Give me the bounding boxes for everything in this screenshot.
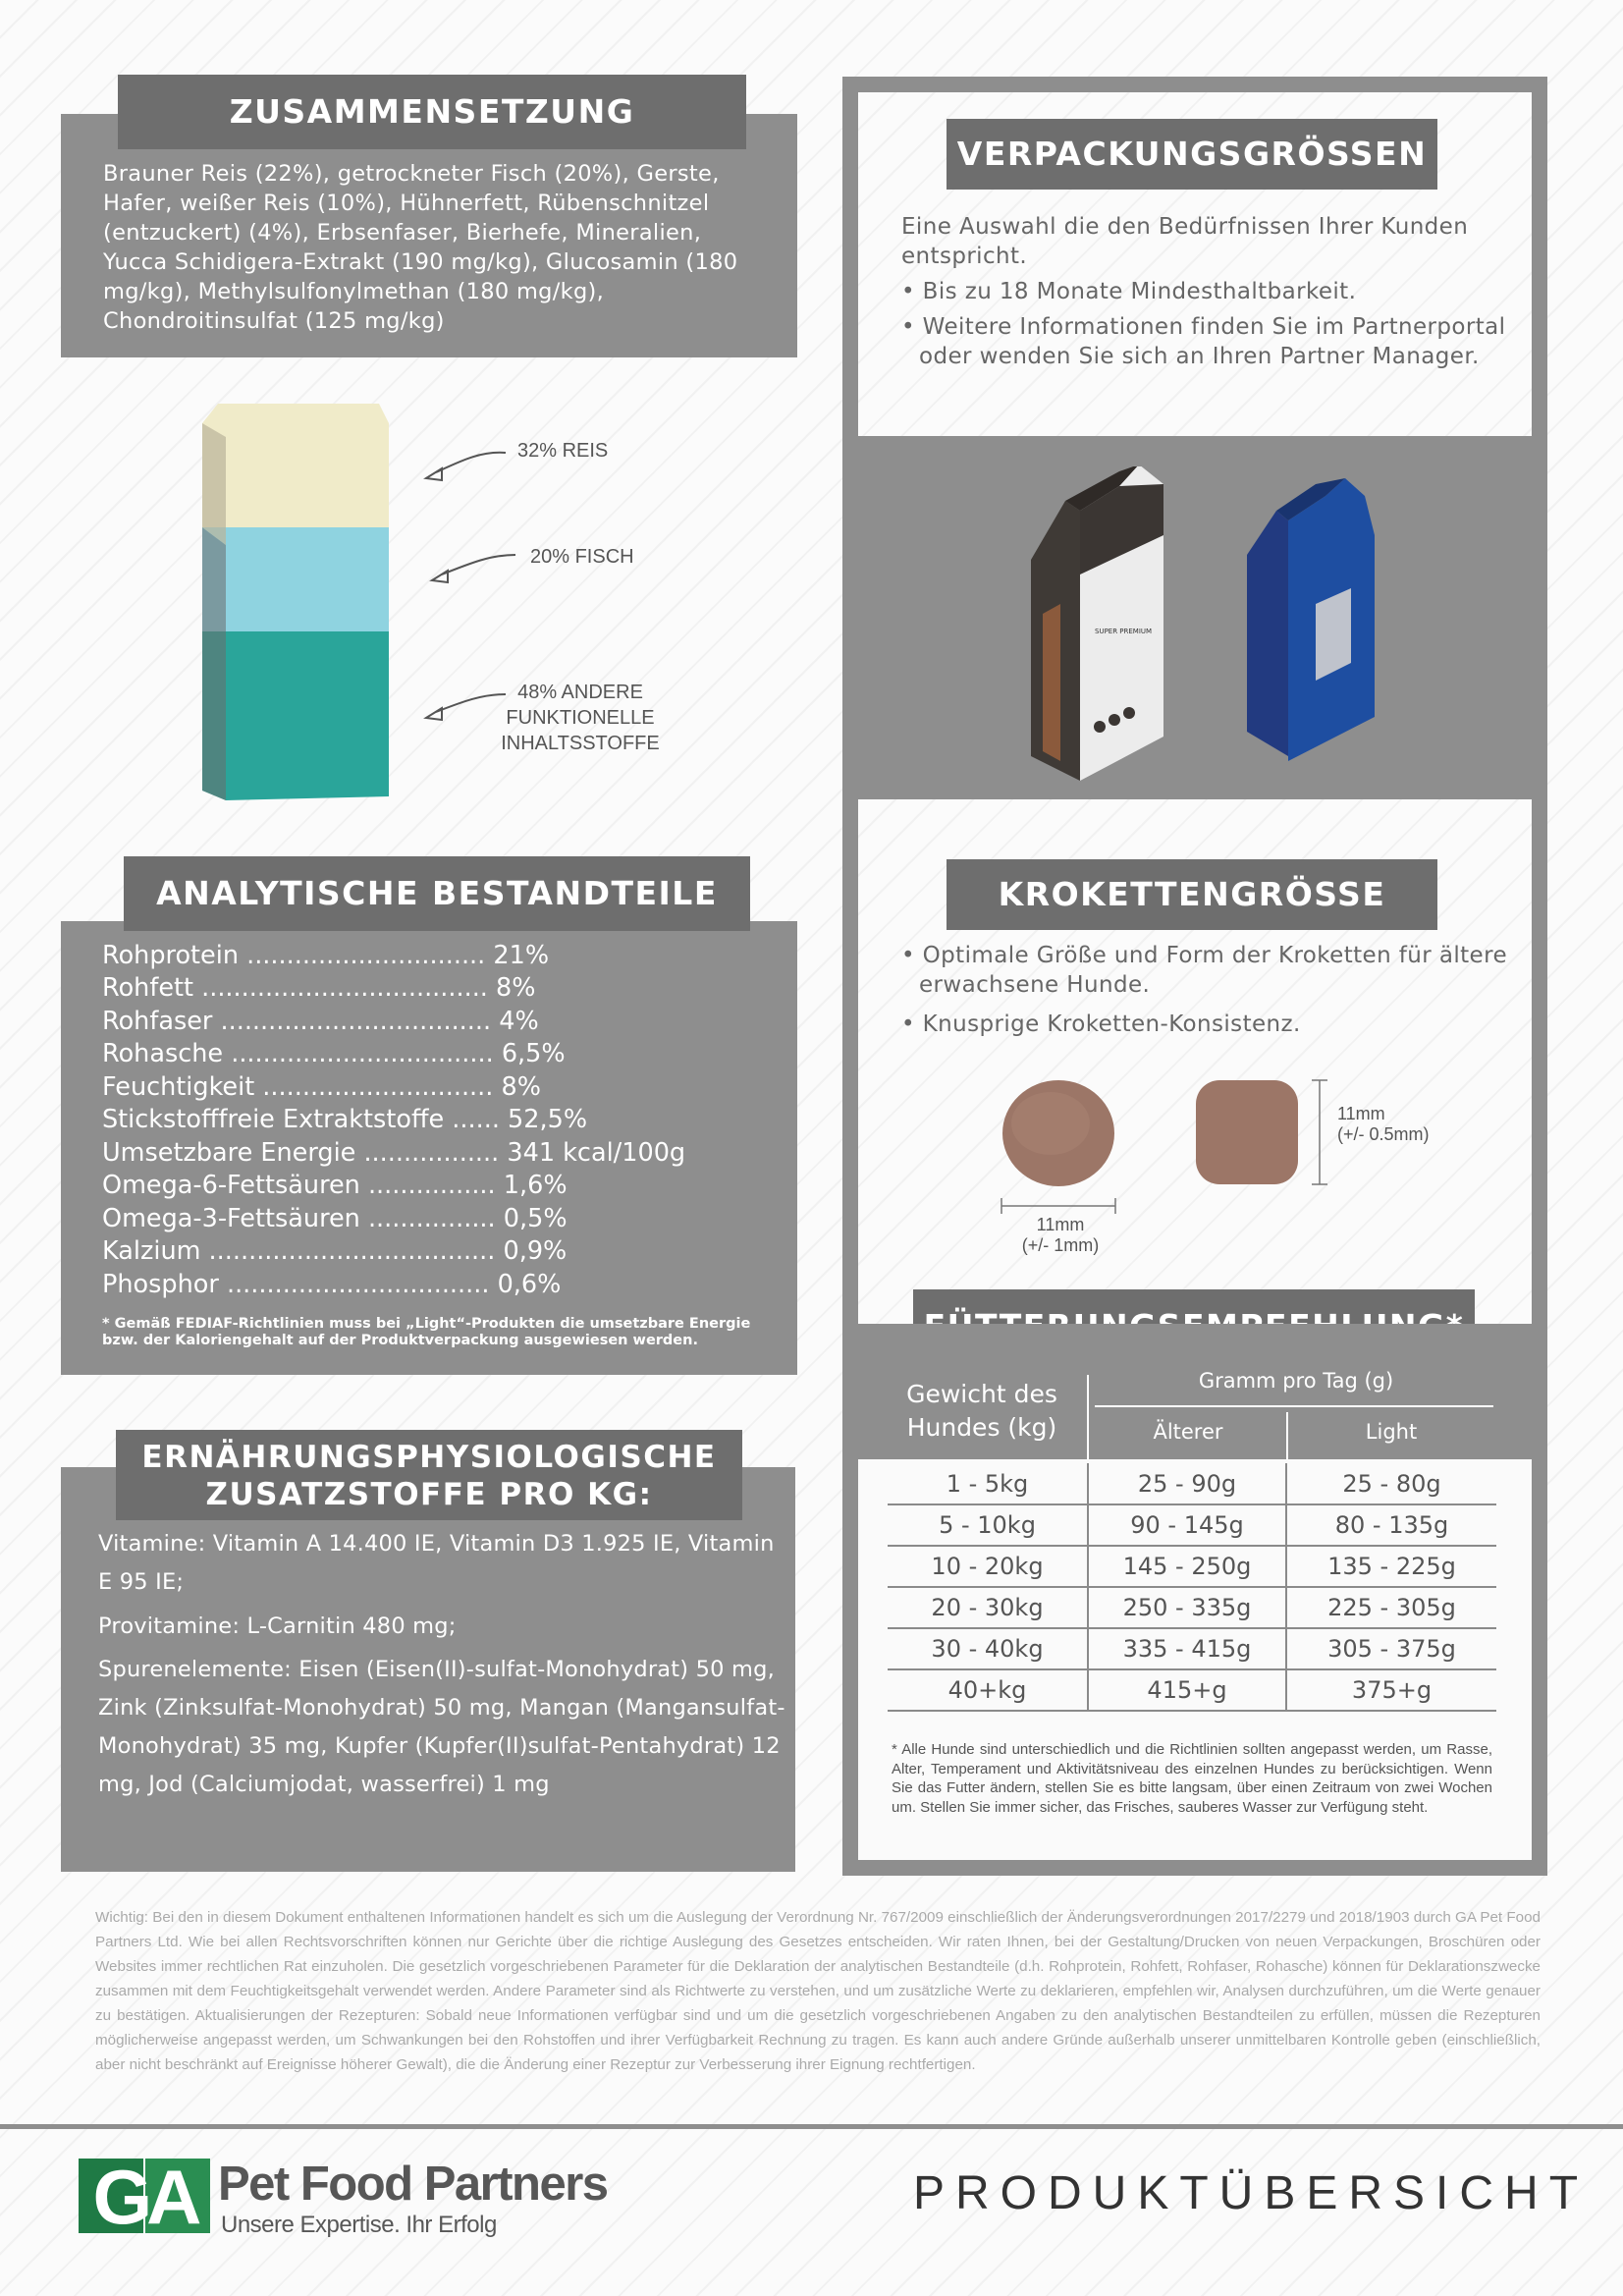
table-row: [888, 1463, 1496, 1504]
analytic-label: Rohfett ....................................: [102, 973, 488, 1003]
analytic-row: [102, 1269, 561, 1301]
logo-letters: GA: [92, 2159, 196, 2237]
analytic-label: Rohprotein ..............................: [102, 941, 486, 970]
analytic-label: Umsetzbare Energie .................: [102, 1138, 500, 1168]
packaging-bags-illustration: [1021, 466, 1394, 786]
analytic-title: ANALYTISCHE BESTANDTEILE: [124, 856, 750, 931]
bag-brand-text: SUPER PREMIUM: [1095, 628, 1153, 635]
cell: 40+kg: [888, 1669, 1088, 1711]
feeding-col-light: Light: [1365, 1420, 1418, 1444]
cell: 225 - 305g: [1286, 1587, 1496, 1628]
table-row: [888, 1587, 1496, 1628]
ingredient-bag-illustration: [187, 398, 422, 810]
analytic-value: 0,9%: [503, 1236, 568, 1266]
composition-title: ZUSAMMENSETZUNG: [118, 75, 746, 149]
analytic-value: 0,5%: [503, 1204, 568, 1233]
cell: 415+g: [1088, 1669, 1286, 1711]
bag-label-other-line3: INHALTSSTOFFE: [501, 733, 660, 754]
packaging-text: [901, 212, 1510, 371]
legal-disclaimer: Wichtig: Bei den in diesem Dokument enthaltenen Informationen handelt es sich um die Auslegung der Verordnung Nr. 767/2009 einschließlich der Änderungsverordnungen 2017/2279 und 2018/1903 durch GA Pet Food Partners Ltd. Wie bei allen Rechtsvorschriften können nur Gerichte über die richtige Auslegung des Gesetzes entscheiden. Wir raten Ihnen, bei der Gestaltung/Drucken von neuen Verpackungen, Broschüren oder Websites immer rechtlichen Rat einzuholen. Die gesetzlich vorgeschriebenen Parameter für die Deklaration der analytischen Bestandteile (d.h. Rohprotein, Rohfett, Rohfaser, Rohasche) können für Deklarationszwecke zusammen mit dem Feuchtigkeitsgehalt verwendet werden. Andere Parameter sind als Richtwerte zu verstehen, und um zusätzliche Werte zu deklarieren, empfehlen wir, Analysen durchzuführen, um die Werte genauer zu bestätigen. Aktualisierungen der Rezepturen: Sobald neue Informationen verfügbar sind und um die gesetzlich vorgeschriebenen Angaben zu den analytischen Bestandteilen zu erfüllen, müssen die Rezepturen möglicherweise angepasst werden, um Schwankungen bei den Rohstoffen und ihrer Verfügbarkeit Rechnung zu tragen. Es kann auch andere Gründe außerhalb unserer unmittelbaren Kontrolle geben (einschließlich, aber nicht beschränkt auf Ereignisse höherer Gewalt), die die Änderung einer Rezeptur zur Verbesserung ihrer Eignung rechtfertigen.: [95, 1909, 1541, 2073]
cell: 30 - 40kg: [888, 1628, 1088, 1669]
analytic-value: 0,6%: [497, 1270, 562, 1299]
analytic-label: Feuchtigkeit .............................: [102, 1072, 494, 1102]
bag-other-section: [202, 631, 389, 800]
analytic-row: [102, 1006, 539, 1038]
additives-title-line1: ERNÄHRUNGSPHYSIOLOGISCHE: [141, 1440, 717, 1475]
table-row: [888, 1669, 1496, 1711]
additives-vitamins: Vitamine: Vitamin A 14.400 IE, Vitamin D3 1.925 IE, Vitamin E 95 IE;: [98, 1531, 775, 1595]
packaging-bullet: • Bis zu 18 Monate Mindesthaltbarkeit.: [901, 279, 1357, 304]
cell: 305 - 375g: [1286, 1628, 1496, 1669]
round-kibble-tolerance: (+/- 1mm): [1021, 1235, 1100, 1255]
ga-logo-icon: [79, 2159, 211, 2237]
cell: 335 - 415g: [1088, 1628, 1286, 1669]
cell: 1 - 5kg: [888, 1463, 1088, 1504]
square-kibble: [1196, 1080, 1298, 1184]
composition-text: Brauner Reis (22%), getrockneter Fisch (20%), Gerste, Hafer, weißer Reis (10%), Hühnerfett, Rübenschnitzel (entzuckert) (4%), Erbsenfaser, Bierhefe, Mineralien, Yucca Schidigera-Extrakt (190 mg/kg), Glucosamin (180 mg/kg), Methylsulfonylmethan (180 mg/kg), Chondroitinsulfat (125 mg/kg): [103, 161, 738, 334]
footer-divider: [0, 2124, 1623, 2129]
analytic-label: Rohasche .................................: [102, 1039, 494, 1068]
round-kibble-label: [1001, 1215, 1119, 1256]
square-kibble-label: [1337, 1104, 1430, 1145]
table-row: [888, 1546, 1496, 1587]
analytic-value: 8%: [501, 1072, 541, 1102]
analytic-footnote: * Gemäß FEDIAF-Richtlinien muss bei „Light“-Produkten die umsetzbare Energie bzw. der Kaloriengehalt auf der Produktverpackung ausgewiesen werden.: [102, 1316, 751, 1348]
additives-title-line2: ZUSATZSTOFFE PRO KG:: [205, 1477, 653, 1512]
brand-name: Pet Food Partners: [218, 2158, 608, 2211]
bag-fish-section: [202, 527, 389, 631]
cell: 250 - 335g: [1088, 1587, 1286, 1628]
page-title: PRODUKTÜBERSICHT: [913, 2167, 1590, 2219]
analytic-value: 1,6%: [503, 1171, 568, 1200]
cell: 80 - 135g: [1286, 1504, 1496, 1546]
feeding-footnote: * Alle Hunde sind unterschiedlich und die Richtlinien sollten angepasst werden, um Rasse, Alter, Temperament und Aktivitätsniveau des einzelnen Hundes zu berücksichtigen. Wenn Sie das Futter ändern, stellen Sie es bitte langsam, über einen Zeitraum von zwei Wochen um. Stellen Sie immer sicher, das Frisches, sauberes Wasser zur Verfügung steht.: [892, 1741, 1492, 1816]
kibble-bullet: • Knusprige Kroketten-Konsistenz.: [901, 1011, 1301, 1037]
analytic-value: 4%: [499, 1007, 539, 1036]
additives-trace-elements: Spurenelemente: Eisen (Eisen(II)-sulfat-Monohydrat) 50 mg, Zink (Zinksulfat-Monohydrat) 50 mg, Mangan (Mangansulfat-Monohydrat) 35 mg, Kupfer (Kupfer(II)sulfat-Pentahydrat) 12 mg, Jod (Calciumjodat, wasserfrei) 1 mg: [98, 1657, 785, 1797]
kibble-bullet: • Optimale Größe und Form der Kroketten für ältere erwachsene Hunde.: [901, 943, 1507, 998]
analytic-label: Omega-3-Fettsäuren ................: [102, 1204, 496, 1233]
analytic-row: [102, 1137, 685, 1170]
feeding-col-weight: Gewicht des Hundes (kg): [906, 1380, 1057, 1442]
analytic-value: 8%: [496, 973, 536, 1003]
bag-label-other: [497, 680, 664, 756]
bag-label-rice: 32% REIS: [517, 440, 609, 462]
cell: 20 - 30kg: [888, 1587, 1088, 1628]
packaging-bullet: • Weitere Informationen finden Sie im Partnerportal oder wenden Sie sich an Ihren Partner Manager.: [901, 314, 1506, 369]
analytic-row: [102, 972, 536, 1005]
cell: 25 - 90g: [1088, 1463, 1286, 1504]
cell: 145 - 250g: [1088, 1546, 1286, 1587]
analytic-row: [102, 940, 549, 972]
analytic-row: [102, 1071, 541, 1104]
analytic-row: [102, 1170, 568, 1202]
bag-label-fish: 20% FISCH: [530, 546, 634, 568]
analytic-value: 341 kcal/100g: [507, 1138, 686, 1168]
analytic-value: 52,5%: [508, 1105, 588, 1134]
analytic-label: Omega-6-Fettsäuren ................: [102, 1171, 496, 1200]
analytic-label: Rohfaser ..................................: [102, 1007, 492, 1036]
bag-rice-section: [202, 404, 389, 527]
cell: 135 - 225g: [1286, 1546, 1496, 1587]
analytic-row: [102, 1235, 567, 1268]
table-row: [888, 1628, 1496, 1669]
analytic-row: [102, 1038, 566, 1070]
analytic-label: Phosphor .................................: [102, 1270, 490, 1299]
square-kibble-size: 11mm: [1337, 1104, 1385, 1123]
feeding-col-senior: Älterer: [1153, 1420, 1223, 1444]
analytic-row: [102, 1104, 587, 1136]
additives-title: [116, 1430, 742, 1520]
packaging-title: VERPACKUNGSGRÖSSEN: [947, 119, 1437, 190]
feeding-table: [888, 1463, 1496, 1712]
bag-label-other-line1: 48% ANDERE: [517, 682, 643, 703]
kibble-title: KROKETTENGRÖSSE: [947, 859, 1437, 930]
analytic-label: Kalzium ....................................: [102, 1236, 496, 1266]
additives-provitamins: Provitamine: L-Carnitin 480 mg;: [98, 1613, 457, 1639]
brand-tagline: Unsere Expertise. Ihr Erfolg: [221, 2212, 497, 2238]
bag-label-other-line2: FUNKTIONELLE: [506, 707, 655, 729]
kibble-illustration: [992, 1070, 1453, 1237]
square-kibble-tolerance: (+/- 0.5mm): [1337, 1124, 1430, 1144]
packaging-intro: Eine Auswahl die den Bedürfnissen Ihrer Kunden entspricht.: [901, 214, 1469, 269]
analytic-value: 6,5%: [501, 1039, 566, 1068]
cell: 10 - 20kg: [888, 1546, 1088, 1587]
kibble-text: [901, 941, 1510, 1039]
cell: 90 - 145g: [1088, 1504, 1286, 1546]
cell: 25 - 80g: [1286, 1463, 1496, 1504]
cell: 375+g: [1286, 1669, 1496, 1711]
analytic-label: Stickstofffreie Extraktstoffe ......: [102, 1105, 500, 1134]
analytic-value: 21%: [493, 941, 550, 970]
analytic-row: [102, 1203, 568, 1235]
round-kibble-size: 11mm: [1036, 1215, 1085, 1234]
cell: 5 - 10kg: [888, 1504, 1088, 1546]
table-row: [888, 1504, 1496, 1546]
feeding-col-group: Gramm pro Tag (g): [1198, 1369, 1394, 1393]
